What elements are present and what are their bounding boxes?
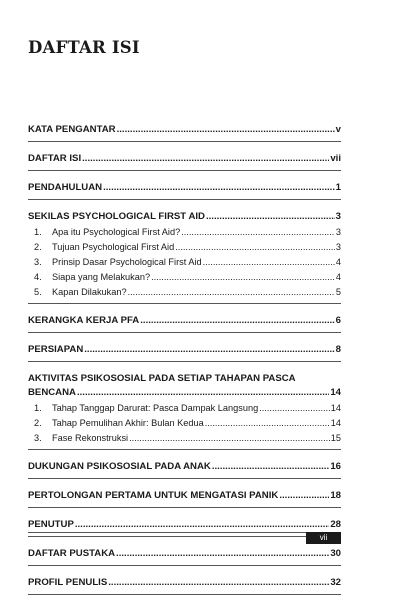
- leader-dots: [206, 210, 335, 224]
- toc-subentry-title: 2. Tahap Pemulihan Akhir: Bulan Kedua: [34, 418, 204, 428]
- toc-subentry-page: 4: [335, 257, 341, 267]
- leader-dots: [181, 225, 335, 239]
- toc-subentry-page: 5: [335, 287, 341, 297]
- toc-subentry[interactable]: [28, 270, 341, 284]
- toc-entry[interactable]: [28, 547, 341, 561]
- toc-entry-title: PERSIAPAN: [28, 344, 84, 355]
- toc-entry[interactable]: [28, 386, 341, 400]
- toc-subentry[interactable]: [28, 416, 341, 430]
- toc-subentry-page: 14: [330, 418, 341, 428]
- leader-dots: [75, 518, 329, 532]
- toc-subentry-page: 14: [330, 403, 341, 413]
- toc-entry-page: vii: [330, 153, 341, 164]
- toc-entry-page: 6: [335, 315, 341, 326]
- toc-section-kerangka: [28, 312, 341, 333]
- toc-entry-title: KATA PENGANTAR: [28, 124, 116, 135]
- toc-subentry-page: 15: [330, 433, 341, 443]
- toc-section-pertolongan: [28, 487, 341, 508]
- toc-entry[interactable]: [28, 314, 341, 328]
- toc-subentry-page: 3: [335, 227, 341, 237]
- toc-entry[interactable]: [28, 181, 341, 195]
- toc-section-daftar-pustaka: [28, 545, 341, 566]
- toc-subentry-title: 4. Siapa yang Melakukan?: [34, 272, 151, 282]
- toc-subentry[interactable]: [28, 401, 341, 415]
- leader-dots: [128, 285, 335, 299]
- toc-entry[interactable]: [28, 343, 341, 357]
- toc-entry[interactable]: [28, 576, 341, 590]
- leader-dots: [259, 401, 330, 415]
- table-of-contents: [28, 121, 341, 603]
- page-number: vii: [306, 532, 341, 544]
- toc-section-penutup: [28, 516, 341, 537]
- toc-subentry-title: 3. Fase Rekonstruksi: [34, 433, 129, 443]
- toc-entry-page: 8: [335, 344, 341, 355]
- toc-subentry[interactable]: [28, 431, 341, 445]
- toc-subentry-title: 1. Tahap Tanggap Darurat: Pasca Dampak Langsung: [34, 403, 259, 413]
- leader-dots: [151, 270, 335, 284]
- toc-entry-title: DAFTAR ISI: [28, 153, 82, 164]
- toc-entry[interactable]: [28, 210, 341, 224]
- toc-entry[interactable]: [28, 460, 341, 474]
- toc-section-profil: [28, 574, 341, 595]
- leader-dots: [203, 255, 335, 269]
- toc-subentry[interactable]: [28, 255, 341, 269]
- toc-entry-page: v: [335, 124, 341, 135]
- toc-section-aktivitas: [28, 370, 341, 450]
- leader-dots: [140, 314, 334, 328]
- toc-entry[interactable]: [28, 518, 341, 532]
- toc-entry-title: KERANGKA KERJA PFA: [28, 315, 140, 326]
- toc-subentry-title: 2. Tujuan Psychological First Aid: [34, 242, 175, 252]
- toc-entry-title: PROFIL PENULIS: [28, 577, 108, 588]
- leader-dots: [103, 181, 335, 195]
- leader-dots: [82, 152, 329, 166]
- footer-rule: [28, 532, 341, 533]
- leader-dots: [205, 416, 330, 430]
- toc-entry-page: 14: [330, 387, 341, 398]
- toc-section-daftar-isi: [28, 150, 341, 171]
- leader-dots: [77, 386, 329, 400]
- toc-entry-page: 16: [330, 461, 341, 472]
- toc-subentry-page: 3: [335, 242, 341, 252]
- toc-section-dukungan: [28, 458, 341, 479]
- toc-entry-page: 30: [330, 548, 341, 559]
- toc-entry[interactable]: [28, 489, 341, 503]
- toc-subentry-title: 3. Prinsip Dasar Psychological First Aid: [34, 257, 202, 267]
- toc-entry-page: 3: [335, 211, 341, 222]
- toc-entry-title-line1[interactable]: AKTIVITAS PSIKOSOSIAL PADA SETIAP TAHAPAN PASCA: [28, 373, 296, 384]
- leader-dots: [117, 123, 335, 137]
- toc-entry-page: 32: [330, 577, 341, 588]
- leader-dots: [212, 460, 330, 474]
- toc-entry-title: DAFTAR PUSTAKA: [28, 548, 116, 559]
- toc-subentry[interactable]: [28, 225, 341, 239]
- toc-entry-page: 18: [330, 490, 341, 501]
- page-title: DAFTAR ISI: [28, 38, 140, 57]
- toc-subentry[interactable]: [28, 240, 341, 254]
- toc-entry-title: PERTOLONGAN PERTAMA UNTUK MENGATASI PANIK: [28, 490, 279, 501]
- toc-entry-title: SEKILAS PSYCHOLOGICAL FIRST AID: [28, 211, 205, 222]
- leader-dots: [116, 547, 329, 561]
- leader-dots: [279, 489, 329, 503]
- toc-section-persiapan: [28, 341, 341, 362]
- leader-dots: [129, 431, 330, 445]
- toc-subentry-title: 1. Apa itu Psychological First Aid?: [34, 227, 181, 237]
- leader-dots: [108, 576, 329, 590]
- leader-dots: [84, 343, 334, 357]
- toc-section-pendahuluan: [28, 179, 341, 200]
- toc-entry-title: PENDAHULUAN: [28, 182, 103, 193]
- toc-entry-page: 1: [335, 182, 341, 193]
- toc-entry-title: PENUTUP: [28, 519, 74, 530]
- toc-subentry-title: 5. Kapan Dilakukan?: [34, 287, 127, 297]
- toc-section-sekilas: [28, 208, 341, 304]
- toc-entry[interactable]: [28, 152, 341, 166]
- toc-subentry[interactable]: [28, 285, 341, 299]
- toc-entry-title: DUKUNGAN PSIKOSOSIAL PADA ANAK: [28, 461, 211, 472]
- toc-subentry-page: 4: [335, 272, 341, 282]
- leader-dots: [175, 240, 335, 254]
- toc-section-kata-pengantar: [28, 121, 341, 142]
- toc-entry-page: 28: [330, 519, 341, 530]
- toc-entry[interactable]: [28, 123, 341, 137]
- toc-entry-title-line2: BENCANA: [28, 387, 76, 398]
